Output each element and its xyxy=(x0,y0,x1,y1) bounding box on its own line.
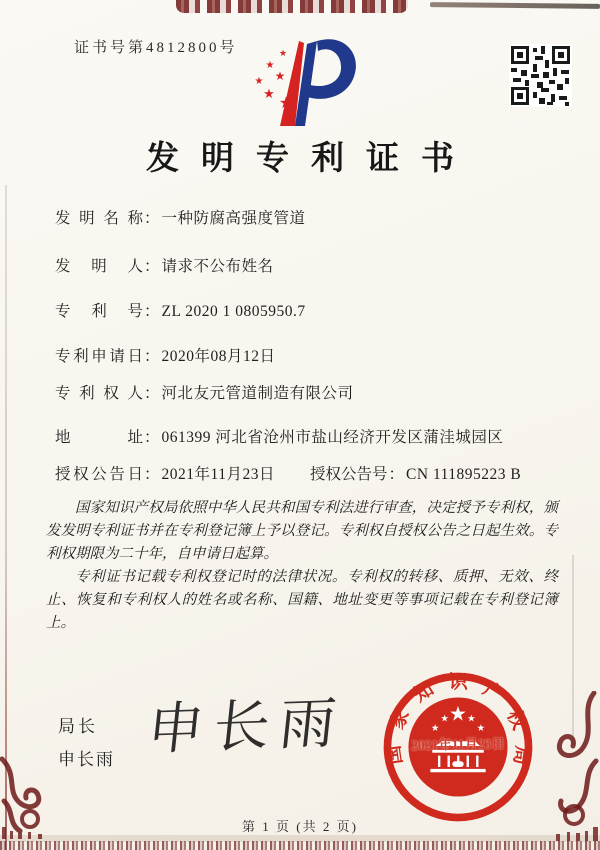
field-value: 一种防腐高强度管道 xyxy=(161,210,306,227)
field-value: ZL 2020 1 0805950.7 xyxy=(161,303,306,320)
legal-paragraph-1: 国家知识产权局依照中华人民共和国专利法进行审查，决定授予专利权，颁发发明专利证书并在专利登记簿上予以登记。专利权自授权公告之日起生效。专利权期限为二十年，自申请日起算。 xyxy=(46,500,558,562)
field-label: 授权公告号 xyxy=(310,466,388,483)
svg-text:★: ★ xyxy=(430,723,440,734)
corner-flourish-right-icon xyxy=(544,691,600,846)
certificate-title: 发明专利证书 xyxy=(146,141,476,177)
field-label: 专利申请日 xyxy=(55,348,143,365)
legal-text xyxy=(46,497,558,634)
svg-text:★: ★ xyxy=(476,723,486,734)
svg-text:★: ★ xyxy=(265,60,275,71)
svg-text:★: ★ xyxy=(449,703,467,726)
field-value: 2020年08月12日 xyxy=(161,348,276,365)
paper-top-edge xyxy=(430,2,600,9)
svg-text:★: ★ xyxy=(278,48,288,58)
svg-text:★: ★ xyxy=(274,69,286,83)
cnipa-patent-logo-icon xyxy=(243,38,363,130)
top-ornament-border xyxy=(176,0,408,13)
svg-text:★: ★ xyxy=(263,86,275,101)
qr-code-icon xyxy=(509,44,572,107)
field-inventor: 发明人： 请求不公布姓名 xyxy=(55,254,274,276)
field-grant-date: 授权公告日： 2021年11月23日 xyxy=(55,462,275,484)
field-value: 061399 河北省沧州市盐山经济开发区蒲洼城园区 xyxy=(161,429,504,446)
field-value: 河北友元管道制造有限公司 xyxy=(161,385,354,402)
director-signature: 申长雨 xyxy=(144,692,349,762)
field-grant-number: 授权公告号： CN 111895223 B xyxy=(310,466,522,483)
svg-text:★: ★ xyxy=(467,714,476,725)
svg-text:★: ★ xyxy=(440,714,449,725)
director-name: 申长雨 xyxy=(58,750,115,769)
field-label: 授权公告日 xyxy=(55,466,143,483)
seal-ring-text: 国家知识产权局 xyxy=(383,672,533,767)
svg-text:★: ★ xyxy=(254,76,264,87)
field-patentee: 专利权人： 河北友元管道制造有限公司 xyxy=(55,381,354,403)
field-value: CN 111895223 B xyxy=(406,466,522,483)
field-label: 发明人 xyxy=(55,258,143,275)
svg-text:★: ★ xyxy=(278,95,294,112)
field-value: 请求不公布姓名 xyxy=(161,258,274,275)
director-title: 局长 xyxy=(58,717,98,736)
corner-flourish-left-icon xyxy=(0,753,52,844)
field-patent-number: 专利号： ZL 2020 1 0805950.7 xyxy=(55,299,306,321)
field-label: 专利号 xyxy=(55,303,143,320)
seal-date: 2021年11月23日 xyxy=(411,736,506,753)
field-invention-name: 发明名称： 一种防腐高强度管道 xyxy=(55,206,306,228)
field-label: 专利权人 xyxy=(55,385,143,402)
field-value: 2021年11月23日 xyxy=(161,466,275,483)
field-address: 地址： 061399 河北省沧州市盐山经济开发区蒲洼城园区 xyxy=(55,425,503,447)
paper-left-edge xyxy=(5,185,7,850)
certificate-number: 证书号第4812800号 xyxy=(74,40,238,56)
field-label: 地址 xyxy=(55,429,143,446)
page-number: 第 1 页 (共 2 页) xyxy=(242,819,358,834)
bottom-fringe-border xyxy=(0,841,600,850)
field-application-date: 专利申请日： 2020年08月12日 xyxy=(55,344,276,366)
field-label: 发明名称 xyxy=(55,210,143,227)
legal-paragraph-2: 专利证书记载专利权登记时的法律状况。专利权的转移、质押、无效、终止、恢复和专利权人的姓名或名称、国籍、地址变更等事项记载在专利登记簿上。 xyxy=(46,568,558,631)
